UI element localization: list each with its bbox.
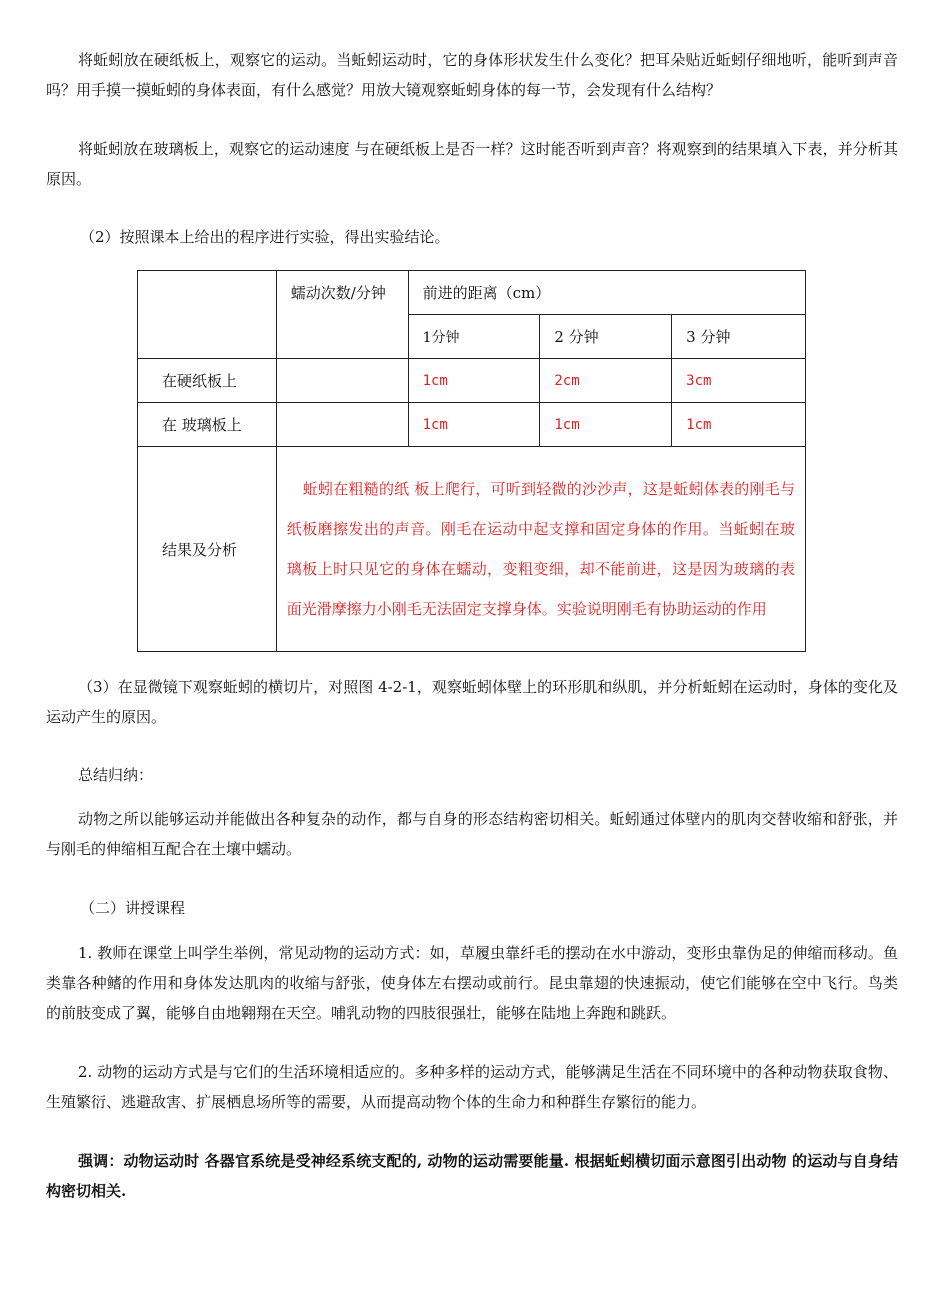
row-label-glass: 在 玻璃板上 bbox=[138, 403, 277, 447]
table-header-row-1 bbox=[138, 271, 806, 315]
cell-glass-minute-2: 1cm bbox=[540, 403, 672, 447]
table-row bbox=[138, 403, 806, 447]
cell-cardboard-minute-3: 3cm bbox=[672, 359, 806, 403]
paragraph-step-2: （2）按照课本上给出的程序进行实验，得出实验结论。 bbox=[80, 228, 450, 246]
header-peristalsis-count: 蠕动次数/分钟 bbox=[276, 271, 408, 359]
header-minute-3: 3 分钟 bbox=[672, 315, 806, 359]
row-label-cardboard: 在硬纸板上 bbox=[138, 359, 277, 403]
paragraph-lecture-heading: （二）讲授课程 bbox=[80, 899, 186, 917]
paragraph-step-3: （3）在显微镜下观察蚯蚓的横切片，对照图 4-2-1，观察蚯蚓体壁上的环形肌和纵肌，并分析蚯蚓在运动时，身体的变化及运动产生的原因。 bbox=[46, 678, 898, 726]
cell-cardboard-minute-1: 1cm bbox=[408, 359, 540, 403]
paragraph-earthworm-cardboard: 将蚯蚓放在硬纸板上，观察它的运动。当蚯蚓运动时，它的身体形状发生什么变化？把耳朵贴近蚯蚓仔细地听，能听到声音吗？用手摸一摸蚯蚓的身体表面，有什么感觉？用放大镜观察蚯蚓身体的每一节，会发现有什么结构？ bbox=[46, 51, 898, 99]
paragraph-emphasis: 强调：动物运动时 各器官系统是受神经系统支配的, 动物的运动需要能量. 根据蚯蚓横切面示意图引出动物 的运动与自身结构密切相关. bbox=[46, 1152, 898, 1200]
paragraph-lecture-point-1: 1. 教师在课堂上叫学生举例，常见动物的运动方式：如，草履虫靠纤毛的摆动在水中游动，变形虫靠伪足的伸缩而移动。鱼类靠各种鳍的作用和身体发达肌肉的收缩与舒张，使身体左右摆动或前行。昆虫靠翅的快速振动，使它们能够在空中飞行。鸟类的前肢变成了翼，能够自由地翱翔在天空。哺乳动物的四肢很强壮，能够在陆地上奔跑和跳跃。 bbox=[46, 944, 898, 1022]
table-row-result bbox=[138, 447, 806, 652]
table-row bbox=[138, 359, 806, 403]
row-label-result: 结果及分析 bbox=[138, 447, 277, 652]
paragraph-summary: 动物之所以能够运动并能做出各种复杂的动作，都与自身的形态结构密切相关。蚯蚓通过体壁内的肌肉交替收缩和舒张，并与刚毛的伸缩相互配合在土壤中蠕动。 bbox=[46, 810, 898, 858]
result-analysis-text: 蚯蚓在粗糙的纸 板上爬行，可听到轻微的沙沙声，这是蚯蚓体表的刚毛与纸板磨擦发出的声音。刚毛在运动中起支撑和固定身体的作用。当蚯蚓在玻璃板上时只见它的身体在蠕动，变粗变细，却不能前进，这是因为玻璃的表面光滑摩擦力小刚毛无法固定支撑身体。实验说明刚毛有协助运动的作用 bbox=[286, 480, 795, 618]
paragraph-lecture-point-2: 2. 动物的运动方式是与它们的生活环境相适应的。多种多样的运动方式，能够满足生活在不同环境中的各种动物获取食物、生殖繁衍、逃避敌害、扩展栖息场所等的需要，从而提高动物个体的生命力和种群生存繁衍的能力。 bbox=[46, 1063, 898, 1111]
cell-peristalsis-cardboard bbox=[276, 359, 408, 403]
cell-peristalsis-glass bbox=[276, 403, 408, 447]
cell-cardboard-minute-2: 2cm bbox=[540, 359, 672, 403]
cell-glass-minute-1: 1cm bbox=[408, 403, 540, 447]
header-minute-1: 1分钟 bbox=[408, 315, 540, 359]
table-corner-cell bbox=[138, 271, 277, 359]
paragraph-summary-heading: 总结归纳： bbox=[78, 766, 154, 784]
header-distance: 前进的距离（cm） bbox=[408, 271, 805, 315]
paragraph-earthworm-glass: 将蚯蚓放在玻璃板上，观察它的运动速度 与在硬纸板上是否一样？这时能否听到声音？将观察到的结果填入下表，并分析其原因。 bbox=[46, 140, 898, 188]
cell-result-analysis bbox=[276, 447, 805, 652]
observation-table bbox=[137, 270, 806, 652]
cell-glass-minute-3: 1cm bbox=[672, 403, 806, 447]
header-minute-2: 2 分钟 bbox=[540, 315, 672, 359]
